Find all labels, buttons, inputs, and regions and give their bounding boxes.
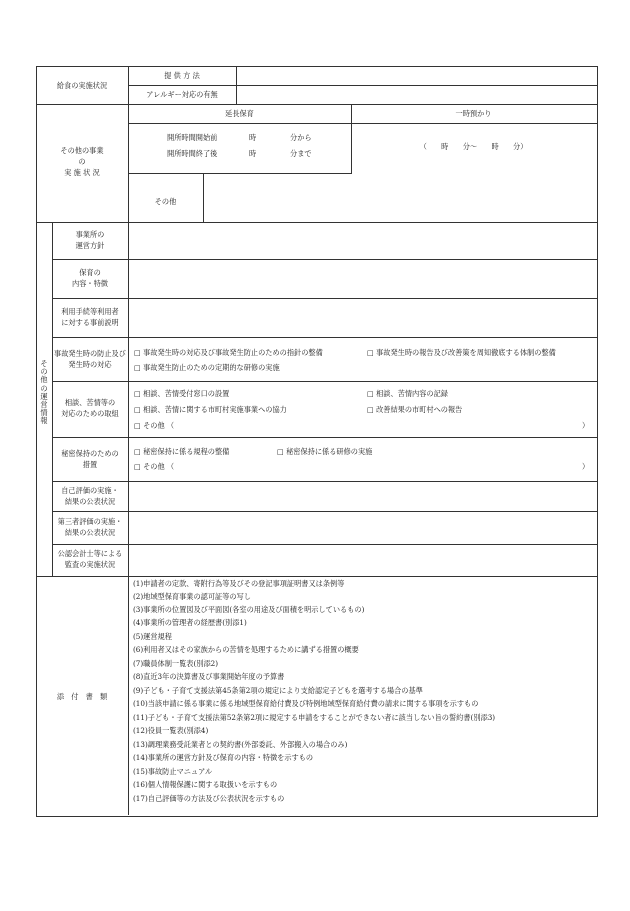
privacy-check-training[interactable]: □ 秘密保持に係る研修の実施 xyxy=(277,447,373,456)
end-after-label: 開所時間終了後 xyxy=(167,149,218,158)
accident-label-2: 発生時の対応 xyxy=(68,360,112,369)
privacy-other-close: ） xyxy=(582,462,590,471)
privacy-label-2: 措置 xyxy=(82,460,98,469)
self-eval-label-1: 自己評価の実施・ xyxy=(61,486,119,495)
complaint-check-other[interactable]: □ その他 （ xyxy=(134,421,175,430)
other-label: その他 xyxy=(154,197,177,206)
accident-check-reporting[interactable]: □ 事故発生時の報告及び改善策を周知徹底する体制の整備 xyxy=(367,348,556,357)
complaint-check-municipal[interactable]: □ 相談、苦情に関する市町村実施事業への協力 xyxy=(134,405,287,414)
temporary-care-time: （ 時 分～ 時 分） xyxy=(419,142,528,151)
policy-label-1: 事業所の xyxy=(75,230,105,239)
start-hour-label: 時 xyxy=(249,133,257,142)
procedure-label-1: 利用手続等利用者 xyxy=(61,307,119,316)
operation-info-side-label: そ の 他 の 運 営 情 報 xyxy=(40,359,48,426)
allergy-value[interactable] xyxy=(237,86,596,104)
accident-label-1: 事故発生時の防止及び xyxy=(54,349,126,358)
other-business-label-1: その他の事業 xyxy=(60,146,104,155)
other-value[interactable] xyxy=(204,174,596,222)
list-item: (9)子ども・子育て支援法第45条第2項の規定により支給認定子どもを選考する場合の基準 xyxy=(133,686,423,695)
attachments-list xyxy=(133,579,593,813)
list-item: (2)地域型保育事業の認可証等の写し xyxy=(133,592,251,601)
list-item: (11)子ども・子育て支援法第52条第2項に規定する申請をすることができない者に該当しない旨の誓約書(別添3) xyxy=(133,713,496,722)
list-item: (5)運営規程 xyxy=(133,632,172,641)
list-item: (14)事業所の運営方針及び保育の内容・特徴を示すもの xyxy=(133,753,314,762)
list-item: (8)直近3年の決算書及び事業開始年度の予算書 xyxy=(133,672,285,681)
start-min-label: 分から xyxy=(290,133,312,142)
third-party-eval-value[interactable] xyxy=(129,512,596,544)
list-item: (6)利用者又はその家族からの苦情を処理するために講ずる措置の概要 xyxy=(133,645,359,654)
care-content-label-1: 保育の xyxy=(79,268,101,277)
other-business-label-3: 実 施 状 況 xyxy=(64,168,100,177)
list-item: (13)調理業務受託業者との契約書(外部委託、外部搬入の場合のみ) xyxy=(133,740,348,749)
list-item: (17)自己評価等の方法及び公表状況を示すもの xyxy=(133,794,285,803)
provision-method-value[interactable] xyxy=(237,67,596,85)
complaint-label-2: 対応のための取組 xyxy=(61,409,119,418)
care-content-value[interactable] xyxy=(129,260,596,298)
complaint-label-1: 相談、苦情等の xyxy=(64,398,116,407)
end-min-label: 分まで xyxy=(290,149,312,158)
complaint-check-record[interactable]: □ 相談、苦情内容の記録 xyxy=(367,389,448,398)
policy-label-2: 運営方針 xyxy=(75,241,105,250)
self-eval-value[interactable] xyxy=(129,482,596,511)
complaint-check-window[interactable]: □ 相談、苦情受付窓口の設置 xyxy=(134,389,230,398)
end-hour-label: 時 xyxy=(249,149,257,158)
start-before-label: 開所時間開始前 xyxy=(167,133,218,142)
list-item: (4)事業所の管理者の経歴書(別添1) xyxy=(133,618,247,627)
other-business-label-2: の xyxy=(78,157,86,166)
list-item: (15)事故防止マニュアル xyxy=(133,767,213,776)
privacy-label-1: 秘密保持のための xyxy=(61,449,119,458)
privacy-check-other[interactable]: □ その他 （ xyxy=(134,462,175,471)
allergy-label: アレルギー対応の有無 xyxy=(146,90,218,99)
attachments-label: 添 付 書 類 xyxy=(56,692,108,701)
list-item: (3)事業所の位置図及び平面図(各室の用途及び面積を明示しているもの) xyxy=(133,605,365,614)
meal-label: 給食の実施状況 xyxy=(56,81,108,90)
complaint-check-report[interactable]: □ 改善結果の市町村への報告 xyxy=(367,405,463,414)
accident-check-training[interactable]: □ 事故発生防止のための定期的な研修の実施 xyxy=(134,363,280,372)
accident-check-guideline[interactable]: □ 事故発生時の対応及び事故発生防止のための指針の整備 xyxy=(134,348,323,357)
procedure-label-2: に対する事前説明 xyxy=(61,318,119,327)
procedure-value[interactable] xyxy=(129,299,596,337)
list-item: (12)役員一覧表(別添4) xyxy=(133,726,209,735)
audit-value[interactable] xyxy=(129,545,596,576)
audit-label-2: 監査の実施状況 xyxy=(64,560,116,569)
privacy-check-rules[interactable]: □ 秘密保持に係る規程の整備 xyxy=(134,447,230,456)
self-eval-label-2: 結果の公表状況 xyxy=(64,497,116,506)
provision-method-label: 提 供 方 法 xyxy=(164,71,200,80)
care-content-label-2: 内容・特徴 xyxy=(72,279,108,288)
third-party-eval-label-1: 第三者評価の実施・ xyxy=(57,517,123,526)
audit-label-1: 公認会計士等による xyxy=(57,549,123,558)
extended-care-header: 延長保育 xyxy=(225,109,254,118)
temporary-care-header: 一時預かり xyxy=(455,109,492,118)
list-item: (7)職員体制一覧表(別添2) xyxy=(133,659,219,668)
list-item: (1)申請者の定款、寄附行為等及びその登記事項証明書又は条例等 xyxy=(133,579,345,588)
list-item: (16)個人情報保護に関する取扱いを示すもの xyxy=(133,780,278,789)
third-party-eval-label-2: 結果の公表状況 xyxy=(64,528,116,537)
complaint-other-close: ） xyxy=(582,421,590,430)
policy-value[interactable] xyxy=(129,223,596,259)
list-item: (10)当該申請に係る事業に係る地域型保育給付費及び特例地域型保育給付費の請求に関する事項を示すもの xyxy=(133,699,479,708)
